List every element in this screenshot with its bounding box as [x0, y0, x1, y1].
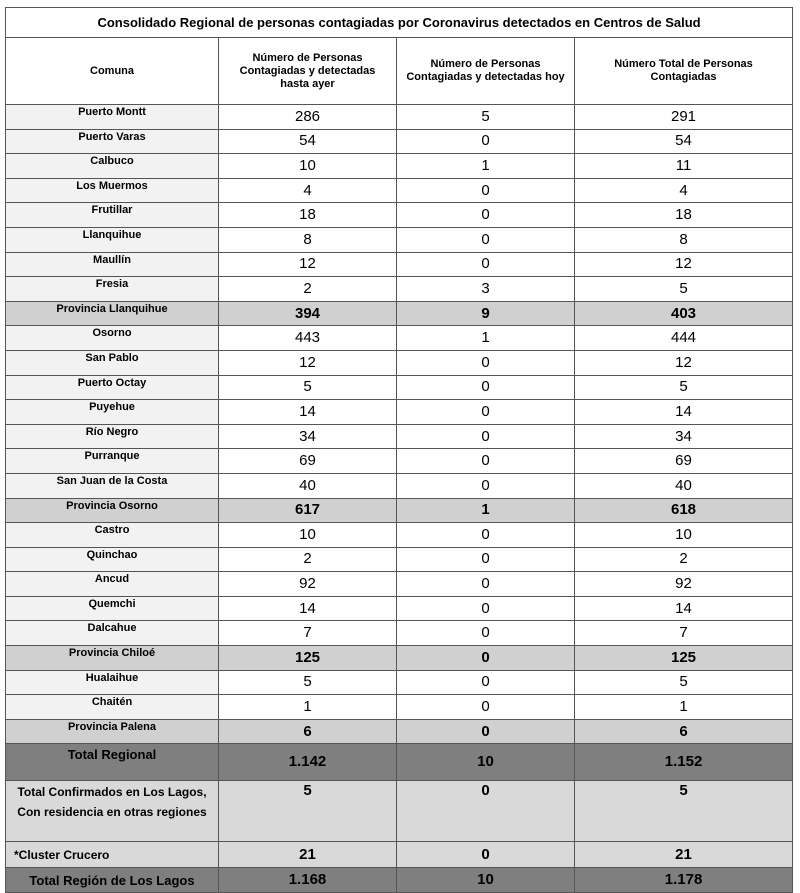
table-row	[6, 547, 793, 572]
cell-total: 5	[575, 781, 793, 842]
cell-ayer: 394	[219, 301, 397, 326]
cell-ayer: 8	[219, 227, 397, 252]
cell-total: 5	[575, 375, 793, 400]
cell-total: 11	[575, 154, 793, 179]
cell-hoy: 0	[397, 129, 575, 154]
cell-hoy: 1	[397, 154, 575, 179]
table-row	[6, 424, 793, 449]
cell-hoy: 0	[397, 227, 575, 252]
cell-hoy: 3	[397, 277, 575, 302]
table-row	[6, 695, 793, 720]
header-row	[6, 38, 793, 105]
cell-total: 1.178	[575, 868, 793, 893]
table-title: Consolidado Regional de personas contagiadas por Coronavirus detectados en Centros de Salud	[6, 8, 793, 38]
cell-ayer: 125	[219, 646, 397, 671]
row-name: Provincia Chiloé	[6, 646, 219, 671]
table-row	[6, 154, 793, 179]
row-name: Llanquihue	[6, 227, 219, 252]
cell-total: 444	[575, 326, 793, 351]
cell-total: 6	[575, 719, 793, 744]
row-name: Calbuco	[6, 154, 219, 179]
cell-hoy: 0	[397, 719, 575, 744]
row-name: Purranque	[6, 449, 219, 474]
table-row	[6, 473, 793, 498]
cell-hoy: 0	[397, 621, 575, 646]
row-name: Total Región de Los Lagos	[6, 868, 219, 893]
cell-ayer: 5	[219, 670, 397, 695]
row-name: Castro	[6, 523, 219, 548]
row-name: Puyehue	[6, 400, 219, 425]
cell-total: 1.152	[575, 744, 793, 781]
cell-total: 21	[575, 842, 793, 868]
cell-total: 403	[575, 301, 793, 326]
row-name: Puerto Varas	[6, 129, 219, 154]
cell-ayer: 40	[219, 473, 397, 498]
cell-hoy: 0	[397, 572, 575, 597]
row-name: Quinchao	[6, 547, 219, 572]
total-regional-row	[6, 744, 793, 781]
table-row	[6, 449, 793, 474]
cell-total: 4	[575, 178, 793, 203]
cluster-crucero-row	[6, 842, 793, 868]
row-name: Provincia Llanquihue	[6, 301, 219, 326]
cell-hoy: 10	[397, 868, 575, 893]
table-row	[6, 400, 793, 425]
table-row	[6, 178, 793, 203]
contagios-table	[5, 7, 793, 893]
cell-hoy: 0	[397, 842, 575, 868]
cell-hoy: 1	[397, 498, 575, 523]
cell-total: 14	[575, 400, 793, 425]
cell-ayer: 5	[219, 375, 397, 400]
province-row	[6, 498, 793, 523]
cell-hoy: 0	[397, 670, 575, 695]
table-row	[6, 326, 793, 351]
cell-hoy: 0	[397, 596, 575, 621]
row-name: San Pablo	[6, 350, 219, 375]
cell-total: 1	[575, 695, 793, 720]
table-row	[6, 375, 793, 400]
cell-ayer: 443	[219, 326, 397, 351]
cell-total: 92	[575, 572, 793, 597]
table-body	[6, 105, 793, 744]
cell-total: 10	[575, 523, 793, 548]
cell-hoy: 9	[397, 301, 575, 326]
row-name: San Juan de la Costa	[6, 473, 219, 498]
cell-total: 5	[575, 277, 793, 302]
table-row	[6, 252, 793, 277]
cell-ayer: 69	[219, 449, 397, 474]
header-hoy: Número de Personas Contagiadas y detectadas hoy	[397, 38, 575, 105]
cell-total: 12	[575, 350, 793, 375]
row-name: Provincia Osorno	[6, 498, 219, 523]
table-row	[6, 621, 793, 646]
cell-hoy: 5	[397, 105, 575, 130]
row-name: Total Confirmados en Los Lagos, Con residencia en otras regiones	[6, 781, 219, 842]
header-total: Número Total de Personas Contagiadas	[575, 38, 793, 105]
table-row	[6, 596, 793, 621]
cell-hoy: 0	[397, 375, 575, 400]
cell-ayer: 12	[219, 350, 397, 375]
cell-ayer: 5	[219, 781, 397, 842]
cell-total: 69	[575, 449, 793, 474]
row-name: Dalcahue	[6, 621, 219, 646]
cell-hoy: 0	[397, 203, 575, 228]
cell-total: 618	[575, 498, 793, 523]
cell-total: 54	[575, 129, 793, 154]
cell-total: 5	[575, 670, 793, 695]
cell-hoy: 0	[397, 400, 575, 425]
cell-total: 12	[575, 252, 793, 277]
cell-total: 34	[575, 424, 793, 449]
row-name: Hualaihue	[6, 670, 219, 695]
cell-total: 125	[575, 646, 793, 671]
cell-ayer: 21	[219, 842, 397, 868]
province-row	[6, 719, 793, 744]
cell-ayer: 6	[219, 719, 397, 744]
cell-ayer: 10	[219, 154, 397, 179]
row-name: Quemchi	[6, 596, 219, 621]
row-name: Frutillar	[6, 203, 219, 228]
cell-ayer: 1.168	[219, 868, 397, 893]
cell-total: 40	[575, 473, 793, 498]
cell-ayer: 54	[219, 129, 397, 154]
cell-ayer: 10	[219, 523, 397, 548]
cell-hoy: 0	[397, 781, 575, 842]
cell-hoy: 0	[397, 646, 575, 671]
cell-total: 14	[575, 596, 793, 621]
province-row	[6, 301, 793, 326]
row-name: Fresia	[6, 277, 219, 302]
row-name: Maullín	[6, 252, 219, 277]
cell-ayer: 4	[219, 178, 397, 203]
table-row	[6, 203, 793, 228]
cell-ayer: 14	[219, 400, 397, 425]
cell-ayer: 2	[219, 277, 397, 302]
cell-total: 18	[575, 203, 793, 228]
cell-hoy: 0	[397, 523, 575, 548]
cell-ayer: 34	[219, 424, 397, 449]
table-row	[6, 572, 793, 597]
row-name: Total Regional	[6, 744, 219, 781]
cell-ayer: 14	[219, 596, 397, 621]
row-name: Ancud	[6, 572, 219, 597]
cell-hoy: 0	[397, 178, 575, 203]
row-name: Los Muermos	[6, 178, 219, 203]
cell-total: 8	[575, 227, 793, 252]
cell-ayer: 7	[219, 621, 397, 646]
table-row	[6, 105, 793, 130]
cell-total: 291	[575, 105, 793, 130]
row-name: Osorno	[6, 326, 219, 351]
table-row	[6, 129, 793, 154]
cell-hoy: 0	[397, 449, 575, 474]
cell-ayer: 1	[219, 695, 397, 720]
row-name: Chaitén	[6, 695, 219, 720]
cell-ayer: 1.142	[219, 744, 397, 781]
cell-ayer: 18	[219, 203, 397, 228]
cell-hoy: 0	[397, 473, 575, 498]
confirmados-otras-regiones-row	[6, 781, 793, 842]
province-row	[6, 646, 793, 671]
table-row	[6, 277, 793, 302]
header-hasta-ayer: Número de Personas Contagiadas y detectadas hasta ayer	[219, 38, 397, 105]
table-row	[6, 350, 793, 375]
cell-hoy: 0	[397, 695, 575, 720]
cell-ayer: 92	[219, 572, 397, 597]
header-comuna: Comuna	[6, 38, 219, 105]
total-region-row	[6, 868, 793, 893]
cell-total: 2	[575, 547, 793, 572]
row-name: Puerto Montt	[6, 105, 219, 130]
cell-hoy: 0	[397, 547, 575, 572]
cell-hoy: 0	[397, 424, 575, 449]
row-name: Puerto Octay	[6, 375, 219, 400]
cell-ayer: 12	[219, 252, 397, 277]
cell-hoy: 0	[397, 252, 575, 277]
table-row	[6, 523, 793, 548]
row-name: Río Negro	[6, 424, 219, 449]
cell-ayer: 286	[219, 105, 397, 130]
table-row	[6, 670, 793, 695]
cell-ayer: 2	[219, 547, 397, 572]
table-row	[6, 227, 793, 252]
cell-total: 7	[575, 621, 793, 646]
cell-hoy: 0	[397, 350, 575, 375]
cell-hoy: 1	[397, 326, 575, 351]
cell-ayer: 617	[219, 498, 397, 523]
row-name: Provincia Palena	[6, 719, 219, 744]
row-name: *Cluster Crucero	[6, 842, 219, 868]
cell-hoy: 10	[397, 744, 575, 781]
